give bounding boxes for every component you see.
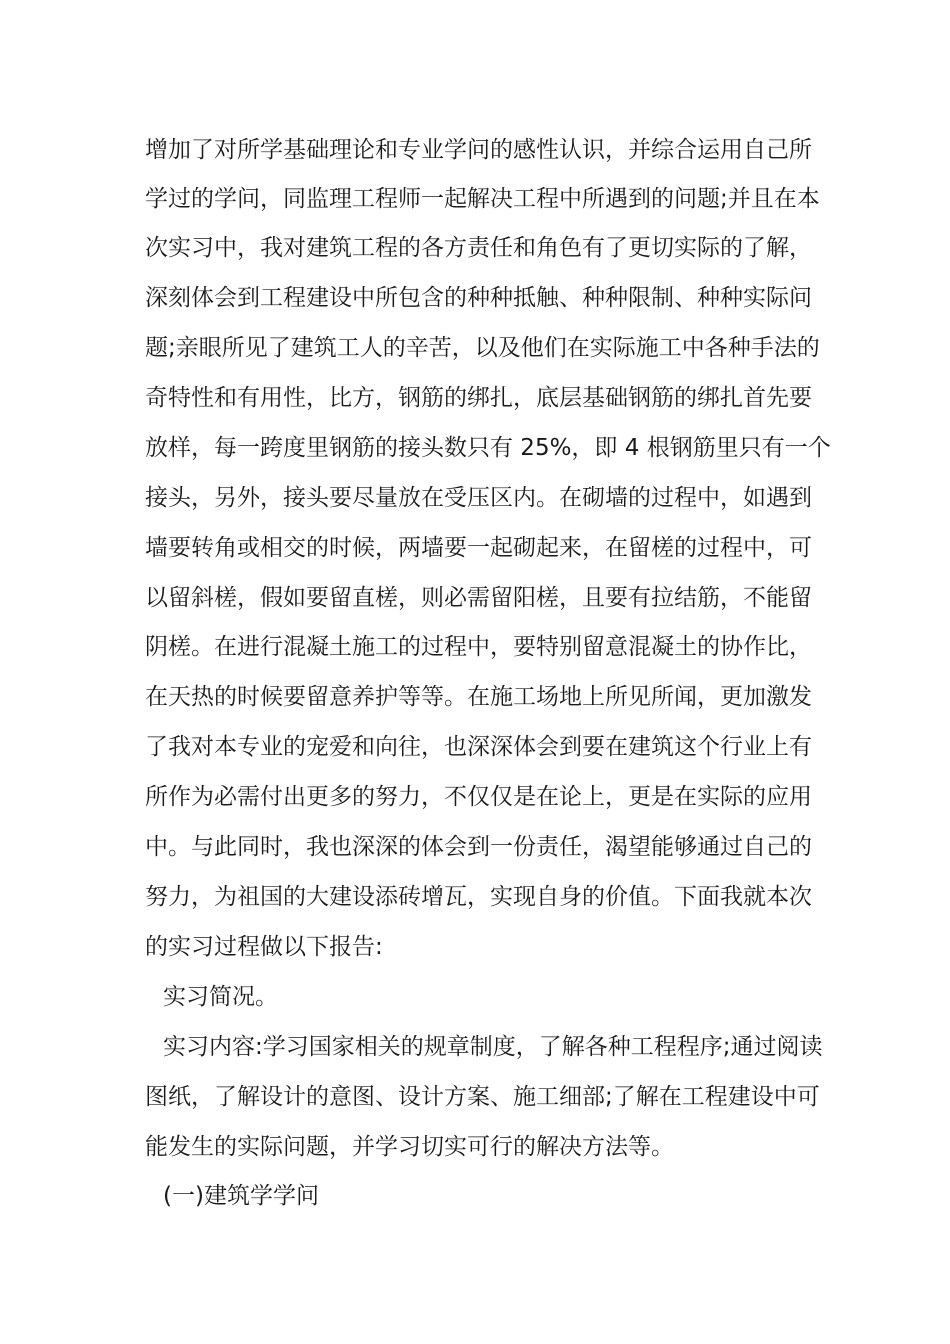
- body-text-line: 放样，每一跨度里钢筋的接头数只有 25%，即 4 根钢筋里只有一个: [145, 435, 831, 461]
- body-text-line: 中。与此同时，我也深深的体会到一份责任，渴望能够通过自己的: [145, 834, 812, 860]
- body-text-line: 以留斜槎，假如要留直槎，则必需留阳槎，且要有拉结筋，不能留: [145, 585, 812, 611]
- section-heading: 实习简况。: [163, 984, 278, 1010]
- body-text-line: 了我对本专业的宠爱和向往，也深深体会到要在建筑这个行业上有: [145, 734, 812, 760]
- body-text-line: 接头，另外，接头要尽量放在受压区内。在砌墙的过程中，如遇到: [145, 485, 812, 511]
- body-text-line: 所作为必需付出更多的努力，不仅仅是在论上，更是在实际的应用: [145, 784, 812, 810]
- body-text-line: 的实习过程做以下报告:: [145, 934, 383, 960]
- body-text-line: 能发生的实际问题，并学习切实可行的解决方法等。: [145, 1134, 674, 1160]
- body-text-line: 增加了对所学基础理论和专业学问的感性认识，并综合运用自己所: [145, 137, 812, 163]
- body-text-line: 在天热的时候要留意养护等等。在施工场地上所见所闻，更加激发: [145, 684, 812, 710]
- body-text-line: 奇特性和有用性，比方，钢筋的绑扎，底层基础钢筋的绑扎首先要: [145, 385, 812, 411]
- body-text-line: 实习内容:学习国家相关的规章制度，了解各种工程程序;通过阅读: [163, 1034, 823, 1060]
- body-text-line: 学过的学问，同监理工程师一起解决工程中所遇到的问题;并且在本: [145, 186, 820, 212]
- body-text-line: 题;亲眼所见了建筑工人的辛苦，以及他们在实际施工中各种手法的: [145, 335, 820, 361]
- subsection-heading: (一)建筑学学问: [163, 1183, 319, 1209]
- body-text-line: 深刻体会到工程建设中所包含的种种抵触、种种限制、种种实际问: [145, 285, 812, 311]
- body-text-line: 图纸，了解设计的意图、设计方案、施工细部;了解在工程建设中可: [145, 1084, 820, 1110]
- body-text-line: 墙要转角或相交的时候，两墙要一起砌起来，在留槎的过程中，可: [145, 535, 812, 561]
- body-text-line: 阴槎。在进行混凝土施工的过程中，要特别留意混凝土的协作比，: [145, 634, 812, 660]
- body-text-line: 努力，为祖国的大建设添砖增瓦，实现自身的价值。下面我就本次: [145, 884, 812, 910]
- body-text-line: 次实习中，我对建筑工程的各方责任和角色有了更切实际的了解，: [145, 235, 812, 261]
